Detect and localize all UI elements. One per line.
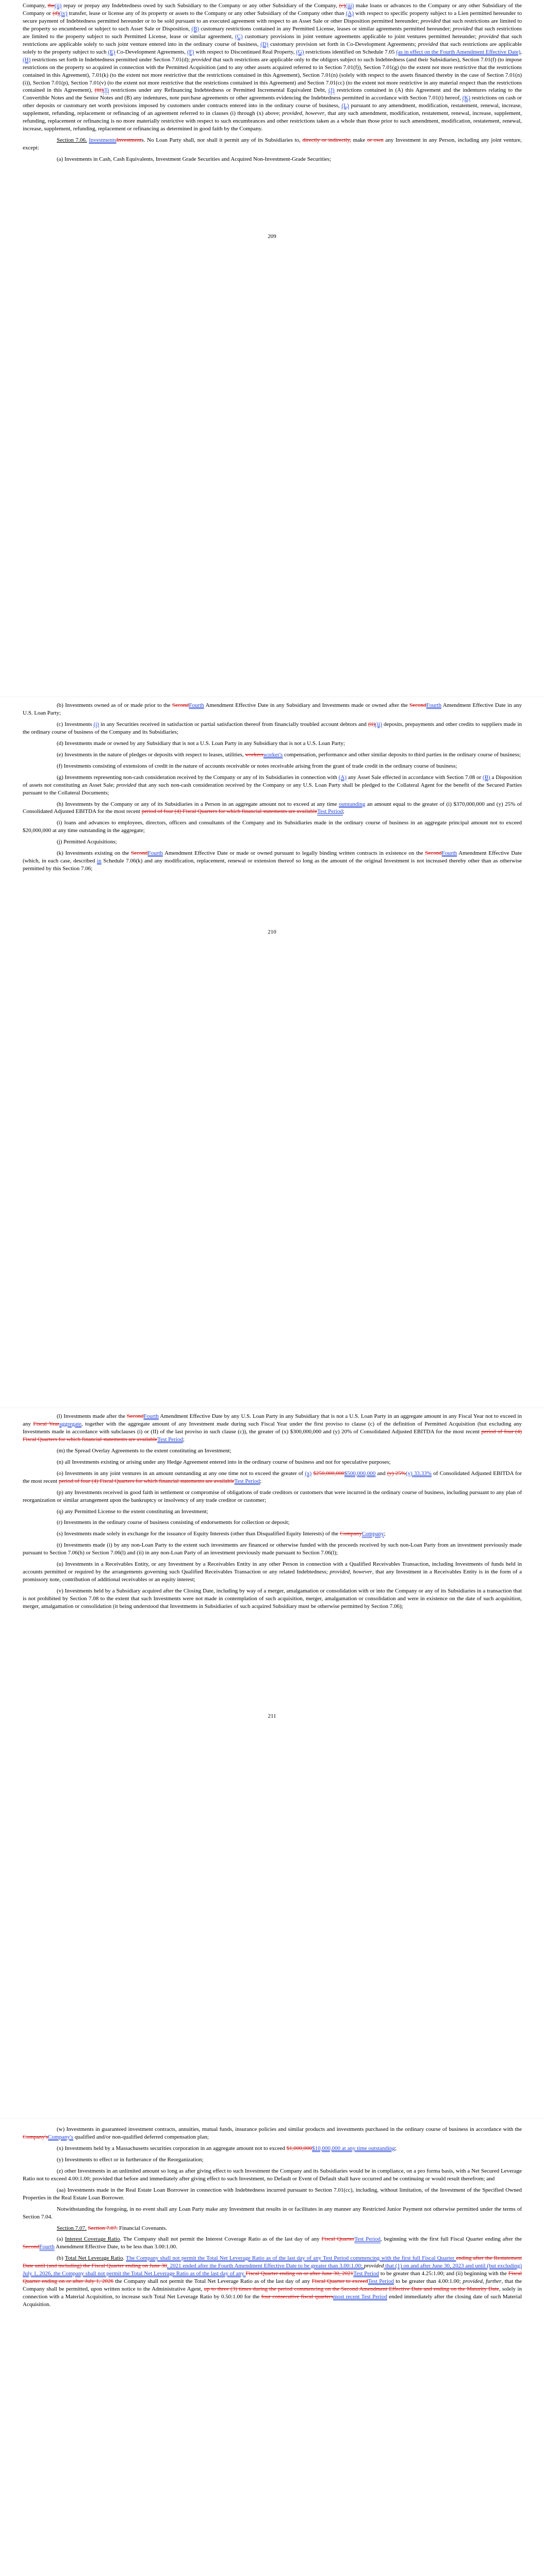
inserted-text: (i): [93, 721, 99, 727]
text-run: customary provisions in joint venture agreements applicable to joint ventures permitted hereunder;: [242, 33, 479, 40]
deleted-text: Investment: [116, 137, 142, 144]
text-run: any Investment in any Person, including any joint venture, except:: [23, 137, 522, 151]
text-run: pursuant to any amendment, modification, restatement, renewal, increase, supplement, refunding, replacement or refinancing of an agreement referred to in clauses (i) through (x) above;: [23, 103, 522, 117]
inserted-text: in: [97, 858, 102, 865]
clause-i: (i) loans and advances to employees, directors, officers and consultants of the Company and its Subsidiaries made in the ordinary course of business in an aggregate principal amount not to exceed $20,000,000 at any time outstanding in the aggregate;: [23, 820, 522, 834]
inserted-text: most recent Test Period: [333, 2294, 387, 2300]
text-run: , beginning with the first full Fiscal Quarter ending after the: [380, 2236, 522, 2243]
inserted-text: Test Period: [353, 2270, 380, 2277]
text-run: ;: [342, 808, 344, 815]
text-run: (b): [57, 2255, 65, 2262]
text-run: Amendment Effective Date or made or owned pursuant to legally binding written contracts in existence on the: [162, 850, 425, 857]
deleted-text: Fiscal Quarter ending on or after July 1, 2026: [23, 2270, 522, 2285]
inserted-text: , 2021 ended after the Fourth Amendment Effective Date to be greater than 3.00:1.00;: [167, 2263, 364, 2269]
clause-x: [23, 2145, 522, 2153]
text-run: to be greater than 4.25:1.00; and (ii) beginning with the: [379, 2270, 508, 2277]
inserted-text: (y) 33.33%: [405, 1470, 432, 1477]
text-run: qualified and/or non-qualified deferred compensation plan;: [73, 2133, 209, 2140]
text-run: (o) Investments in any joint ventures in an amount outstanding at any one time not to exceed the greater of: [57, 1470, 305, 1477]
inserted-text: (B): [483, 774, 490, 781]
text-run: with respect to specific property subject to a Lien permitted hereunder to secure payment of Indebtedness permitted hereunder or to be sold pursuant to an executed agreement with respect to an Asset Sale or other Disposition permitted hereunder;: [23, 10, 522, 24]
inserted-text: Company: [361, 1531, 384, 1537]
inserted-text: (ii): [54, 3, 62, 9]
section-7-06-heading: [23, 137, 522, 152]
italic-term: provided, however: [329, 1569, 372, 1575]
page-210: [0, 702, 544, 1402]
deleted-text: workers: [245, 751, 263, 758]
text-run: customary provision set forth in Co-Development Agreements;: [268, 41, 418, 47]
text-run: an amount equal to the greater of (i) $370,000,000 and (y) 25% of Consolidated Adjusted EBITDA for the most recent: [23, 801, 522, 815]
text-run: the Company shall not permit the Total Net Leverage Ratio as of the last day of any: [113, 2278, 312, 2285]
inserted-text: (iii): [345, 3, 354, 9]
text-run: that such restrictions are limited to the property so encumbered or subject to such Asset Sale or Disposition,: [23, 18, 522, 32]
text-run: any Asset Sale effected in accordance with Section 7.08 or: [347, 774, 483, 781]
inserted-text: (B): [191, 25, 200, 32]
italic-term: provided: [420, 18, 441, 24]
text-run: (u) Investments in a Receivables Entity, or any Investment by a Receivables Entity in any other Person in connection with a Qualified Receivables Transaction, including Investments of funds held in accounts permitted or required by the arrangements governing such Qualified Receivables Transaction or any related Indebtedness;: [23, 1561, 522, 1575]
inserted-text: Test Period: [317, 808, 343, 815]
italic-term: provided: [463, 2278, 483, 2285]
text-run: that such restrictions are limited to the property subject to such Permitted License, lease or similar agreement,: [23, 25, 522, 40]
section-caption: Interest Coverage Ratio: [65, 2236, 120, 2243]
clause-l: [23, 1413, 522, 1444]
deleted-text: $1,000,000: [286, 2145, 312, 2151]
text-run: that such restrictions are applicable solely to the property subject to such: [23, 41, 522, 55]
deleted-text: Fiscal Quarter: [321, 2236, 355, 2243]
text-run: deposits, prepayments and other credits to suppliers made in the ordinary course of business of the Company and its Subsidiaries;: [23, 721, 522, 735]
deleted-text: $250,000,000: [313, 1470, 344, 1477]
inserted-text: (A): [345, 10, 354, 16]
text-run: (k) Investments existing on the: [57, 850, 131, 857]
text-run: (a): [57, 2236, 65, 2243]
text-run: Company,: [23, 3, 48, 9]
inserted-text: (I): [103, 87, 109, 94]
deleted-text: up to three (3) times during the period commencing on the Second Amendment Effective Date and ending on the Maturity Date: [204, 2286, 499, 2293]
text-run: ;: [384, 1531, 386, 1537]
clause-d: (d) Investments made or owned by any Subsidiary that is not a U.S. Loan Party in any Subsidiary that is not a U.S. Loan Party;: [57, 740, 345, 747]
inserted-text: (E): [108, 48, 116, 55]
text-run: Amendment Effective Date in any Subsidiary and Investments made or owned after the: [204, 702, 410, 708]
deleted-text: Company's: [23, 2133, 48, 2140]
text-run: restrictions identified on Schedule 7.05: [304, 48, 397, 55]
text-run: (b) Investments owned as of or made prior to the: [57, 702, 172, 708]
text-run: compensation, performance and other similar deposits to third parties in the ordinary course of business;: [283, 751, 521, 758]
inserted-text: (A): [338, 774, 347, 781]
inserted-text: Fourth: [426, 702, 441, 708]
inserted-text: $10,000,000 at any time outstanding: [312, 2145, 395, 2151]
text-run: ;: [260, 1478, 262, 1484]
text-run: ended immediately after the closing date of such Material Acquisition.: [23, 2294, 522, 2308]
inserted-text: Test Period: [368, 2278, 394, 2285]
notwithstanding-paragraph: Notwithstanding the foregoing, in no event shall any Loan Party make any Investment that results in or facilitates in any manner any Restricted Junior Payment not otherwise permitted under the terms of Section 7.04.: [23, 2206, 522, 2220]
deleted-text: Fiscal Quarter ending on or after June 30, 2021: [245, 2270, 354, 2277]
inserted-text: Fourth: [189, 702, 204, 708]
italic-term: provided: [116, 782, 137, 788]
deleted-text: (iii): [94, 87, 104, 94]
deleted-text: four consecutive fiscal quarters: [261, 2294, 333, 2300]
page-211-body: [23, 1413, 522, 1614]
text-run: that such restrictions are applicable solely to such joint venture entered into in the ordinary course of business,: [23, 33, 522, 47]
deleted-text: (d): [52, 10, 59, 16]
clause-k: [23, 850, 522, 873]
text-run: a Disposition of assets not constituting an Asset Sale;: [23, 774, 522, 788]
text-run: that such restrictions are applicable only to the obligors subject to such Indebtedness (and their Subsidiaries), Section 7.01(f) (to impose restrictions on the property so acquired in connection with the Permitted Acquisition (and to any other assets acquired referred to in Section 7.01(f)), Section 7.01(g) (to the extent not more restrictive that the restrictions contained in this Agreement), 7.01(k) (to the extent not more restrictive that the restrictions contained in this Agreement), Section 7.01(n) (solely with respect to the assets financed thereby in the case of Section 7.01(n)(i)), Section 7.01(p), Section 7.01(v) (to the extent not more restrictive that the restrictions contained in this Agreement) and Section 7.01(cc) (to the extent not more restrictive in any material respect than the restrictions contained in this Agreement),: [23, 56, 522, 94]
inserted-text: Fourth: [147, 850, 163, 857]
text-run: restrictions set forth in Indebtedness permitted under Section 7.01(d);: [30, 56, 192, 63]
inserted-text: as of the last day of any: [264, 2255, 323, 2262]
deleted-text: (c): [339, 3, 345, 9]
clause-c: [23, 721, 522, 736]
text-run: (w) Investments in guaranteed investment contracts, annuities, mutual funds, insurance policies and similar products and investments purchased in the ordinary course of business in accordance with the: [57, 2126, 522, 2132]
inserted-text: Fourth: [441, 850, 457, 857]
text-run: in any Securities received in satisfaction or partial satisfaction thereof from financially troubled account debtors and: [98, 721, 368, 727]
inserted-text: (as in effect on the Fourth Amendment Effective Date): [396, 48, 521, 55]
clause-aa: (aa) Investments made in the Real Estate Loan Borrower in connection with Indebtedness incurred pursuant to Section 7.01(cc), including, without limitation, of the Investment of the Specified Owned Properties in the Real Estate Loan Borrower.: [23, 2187, 522, 2201]
inserted-text: Fourth: [39, 2244, 55, 2250]
inserted-text: (G): [296, 48, 304, 55]
text-run: restrictions contained in (A) this Agreement and the indentures relating to the Convertible Notes and the Senior Notes and (B) any indentures, note purchase agreements or other agreements evidencing the Indebtedness permitted in accordance with Section 7.01(t) hereof,: [23, 87, 522, 101]
clause-s: [23, 1530, 522, 1538]
inserted-text: Fourth: [143, 1413, 159, 1419]
clause-q: (q) any Permitted License to the extent constituting an Investment;: [57, 1508, 208, 1515]
clause-n: (n) all Investments existing or arising under any Hedge Agreement entered into in the ordinary course of business and not for speculative purposes;: [57, 1459, 391, 1465]
inserted-text: The Company shall not permit the Total Net Leverage Ratio: [126, 2255, 265, 2262]
page-210-body: [23, 702, 522, 876]
text-run: ,: [520, 48, 522, 55]
text-run: (c) Investments: [57, 721, 94, 727]
deleted-text: Second: [23, 2244, 40, 2250]
deleted-text: Company: [339, 1531, 362, 1537]
clause-g: [23, 774, 522, 797]
negative-pledge-paragraph: [23, 2, 522, 133]
deleted-text: directly or indirectly,: [302, 137, 351, 144]
inserted-text: outstanding: [339, 801, 366, 807]
text-run: (g) Investments representing non-cash consideration received by the Company or any of its Subsidiaries in connection with: [57, 774, 339, 781]
text-run: (h) Investments by the Company or any of its Subsidiaries in a Person in an aggregate amount not to exceed at any time: [57, 801, 339, 807]
inserted-text: (ii): [375, 721, 382, 727]
clause-h: [23, 801, 522, 816]
deleted-text: Fiscal Quarter to exceed: [311, 2278, 368, 2285]
italic-term: provided, however: [282, 110, 325, 117]
inserted-text: (D): [260, 41, 269, 47]
text-run: ,: [482, 2278, 486, 2285]
inserted-text: (x): [305, 1470, 312, 1477]
inserted-text: Investments: [89, 137, 117, 144]
total-net-leverage-ratio-clause: [23, 2255, 522, 2309]
clause-z: (z) other Investments in an unlimited amount so long as after giving effect to such Investment the Company and its Subsidiaries would be in compliance, on a pro forma basis, with a Net Secured Leverage Ratio not to exceed 4.00:1.00; provided that before and immediately after giving effect to such Investment, no Default or Event of Default shall have occurred and be continuing or would result therefrom; and: [23, 2167, 522, 2182]
page-number: 211: [268, 1713, 276, 1719]
inserted-text: (C): [235, 33, 243, 40]
text-run: make loans or advances to the Company or any other Subsidiary of the Company or: [23, 3, 522, 16]
inserted-text: that (1) on and after June 30, 2023 and until (but excluding) July 1, 2026, the Company shall not permit the Total Net Leverage Ratio as of the last day of any: [23, 2263, 522, 2277]
deleted-text: period of four (4) Fiscal Quarters for which financial statements are available: [23, 1428, 522, 1443]
text-run: s. No Loan Party shall, nor shall it permit any of its Subsidiaries to,: [141, 137, 303, 144]
deleted-text: the: [47, 3, 55, 9]
italic-term: provided: [191, 56, 211, 63]
page-211: [0, 1413, 544, 2113]
text-run: Amendment Effective Date by any U.S. Loan Party in any Subsidiary that is not a U.S. Loan Party in an aggregate amount in any Fiscal Year not to exceed in any: [23, 1413, 522, 1427]
clause-o: [23, 1470, 522, 1485]
inserted-text: Test Period: [323, 2255, 349, 2262]
text-run: and: [375, 1470, 387, 1477]
text-run: (l) Investments made after the: [57, 1413, 127, 1419]
inserted-text: Test Period: [157, 1436, 183, 1443]
page-number: 210: [268, 929, 276, 935]
text-run: Schedule 7.06(k) and any modification, replacement, renewal or extension thereof so long as the amount of the original Investment is not increased thereby other than as otherwise permitted by this Section 7.06;: [23, 858, 522, 872]
text-run: Amendment Effective Date, to be less than 3.00:1.00.: [54, 2244, 177, 2250]
clause-t: (t) Investments made (i) by any non-Loan Party to the extent such investments are financed or otherwise funded with the proceeds received by such non-Loan Party from an investment previously made pursuant to Section 7.06(h) or Section 7.06(l) and (ii) in any non-Loan Party of an investment previously made pursuant to Section 7.06(l);: [23, 1542, 522, 1556]
inserted-text: (K): [462, 95, 470, 101]
inserted-text: worker's: [263, 751, 283, 758]
text-run: . The Company shall not permit the Interest Coverage Ratio as of the last day of any: [120, 2236, 322, 2243]
clause-u: [23, 1561, 522, 1584]
text-run: Co-Development Agreements,: [115, 48, 187, 55]
text-run: (s) Investments made solely in exchange for the issuance of Equity Interests (other than Disqualified Equity Interests) of the: [57, 1531, 340, 1537]
inserted-text: (H): [23, 56, 31, 63]
clause-m: (m) the Spread Overlay Agreements to the extent constituting an Investment;: [57, 1447, 232, 1454]
inserted-text: (iv): [59, 10, 68, 16]
clause-r: (r) Investments in the ordinary course of business consisting of endorsements for collection or deposit;: [57, 1519, 290, 1526]
clause-y: (y) Investments to effect or in furtherance of the Reorganization;: [57, 2156, 204, 2163]
text-run: make: [351, 137, 367, 144]
deleted-text: ending after the Restatement Date until (and including) the Fiscal Quarter ending on June 30: [23, 2255, 522, 2269]
text-run: .: [123, 2255, 126, 2262]
italic-term: further: [486, 2278, 502, 2285]
text-run: restrictions under any Refinancing Indebtedness or Permitted Incremental Equivalent Debt,: [109, 87, 328, 94]
inserted-text: $500,000,000: [344, 1470, 376, 1477]
clause-p: (p) any Investments received in good faith in settlement or compromise of obligations of trade creditors or customers that were incurred in the ordinary course of business, including pursuant to any plan of reorganization or similar arrangement upon the bankruptcy or insolvency of any trade creditor or customer;: [23, 1489, 522, 1503]
deleted-text: Second: [425, 850, 442, 857]
inserted-text: commencing with the first full Fiscal Quarter: [349, 2255, 456, 2262]
clause-j: (j) Permitted Acquisitions;: [57, 839, 117, 845]
italic-term: provided: [453, 25, 473, 32]
deleted-text: period of four (4) Fiscal Quarters for which financial statements are available: [58, 1478, 235, 1484]
clause-f: (f) Investments consisting of extensions of credit in the nature of accounts receivable or notes receivable arising from the grant of trade credit in the ordinary course of business;: [57, 762, 457, 769]
section-caption: Section 7.07.: [57, 2225, 87, 2231]
section-caption: Total Net Leverage Ratio: [64, 2255, 123, 2262]
clause-e: [23, 751, 522, 759]
text-run: Amendment Effective Date in any U.S. Loan Party;: [23, 702, 522, 716]
text-run: , that any such amendment, modification, restatement, renewal, increase, supplement, refunding, replacement or refinancing is no more materially restrictive with respect to such encumbrances and other restrictions taken as a whole than those prior to such amendment, modification, restatement, renewal, increase, supplement, refunding, replacement or refinancing as determined in good faith by the Company.: [23, 110, 522, 132]
text-run: of Consolidated Adjusted EBITDA for the most recent: [23, 1470, 522, 1484]
section-7-07-heading: [23, 2225, 522, 2232]
deleted-text: Second: [409, 702, 426, 708]
text-run: customary restrictions contained in any Permitted License, leases or similar agreements permitted hereunder;: [199, 25, 453, 32]
page-209: [0, 0, 544, 690]
deleted-text: or own: [367, 137, 384, 144]
deleted-text: (y) 25%: [387, 1470, 406, 1477]
text-run: to be greater than 4.00:1.00;: [393, 2278, 463, 2285]
section-caption: Section 7.06.: [57, 137, 87, 144]
text-run: ;: [183, 1436, 185, 1443]
text-run: (x) Investments held by a Massachusetts securities corporation in an aggregate amount not to exceed: [57, 2145, 287, 2151]
inserted-text: Test Period: [354, 2236, 381, 2243]
italic-term: provided: [479, 33, 499, 40]
text-run: , together with the aggregate amount of any Investment made during such Fiscal Year under the first proviso to clause (c) of the definition of Permitted Acquisition (but excluding any Investments made in accordance with subclauses (i) or (II) of the last proviso in such clause (c)), the greater of (x) $300,000,000 and (y) 20% of Consolidated Adjusted EBITDA for the most recent: [23, 1420, 522, 1435]
deleted-text: Fiscal Year: [33, 1420, 60, 1427]
inserted-text: (F): [187, 48, 194, 55]
text-run: that any such non-cash consideration received by the Company or any U.S. Loan Party shall be pledged to the Collateral Agent for the benefit of the Secured Parties pursuant to the Collateral Documents;: [23, 782, 522, 796]
inserted-text: Test Period: [234, 1478, 260, 1484]
interest-coverage-ratio-clause: [23, 2235, 522, 2251]
deleted-text: period of four (4) Fiscal Quarters for which financial statements are available: [141, 808, 318, 815]
text-run: , solely in connection with a Material Acquisition, to increase such Total Net Leverage Ratio by 0.50:1.00 for the: [23, 2286, 522, 2300]
text-run: , that any Investment in a Receivables Entity is in the form of a promissory note, contribution of additional receivables or an equity interest;: [23, 1569, 522, 1583]
page-number: 209: [268, 233, 276, 240]
clause-w: [23, 2126, 522, 2141]
inserted-text: (J): [328, 87, 335, 94]
text-run: transfer, lease or license any of its property or assets to the Company or any other Subsidiary of the Company other than: [67, 10, 346, 16]
inserted-text: Company's: [48, 2133, 74, 2140]
page-212: [0, 2124, 544, 2576]
deleted-text: (ii): [368, 721, 375, 727]
clause-a-cash-investments: (a) Investments in Cash, Cash Equivalents, Investment Grade Securities and Acquired Non-Investment-Grade Securities;: [57, 156, 332, 163]
clause-v: (v) Investments held by a Subsidiary acquired after the Closing Date, including by way of a merger, amalgamation or consolidation with or into the Company or any of its Subsidiaries in a transaction that is not prohibited by Section 7.08 to the extent that such Investments were not made in contemplation of such acquisition, merger, amalgamation or consolidation and were in existence on the date of such acquisition, merger, amalgamation or consolidation (it being understood that Investments in Subsidiaries of such acquired Subsidiary must be otherwise permitted by Section 7.06);: [23, 1588, 522, 1610]
clause-b: [23, 702, 522, 717]
text-run: (e) Investments in the nature of pledges or deposits with respect to leases, utilities,: [57, 751, 245, 758]
italic-term: provided: [418, 41, 438, 47]
text-run: Amendment Effective Date (which, in each case, described: [23, 850, 522, 865]
text-run: Financial Covenants.: [118, 2225, 167, 2231]
page-209-body: [23, 2, 522, 167]
page-212-body: [23, 2126, 522, 2312]
text-run: , that the Company shall be permitted, upon written notice to the Administrative Agent,: [23, 2278, 522, 2293]
text-run: ;: [394, 2145, 397, 2151]
italic-term: provided: [364, 2263, 384, 2269]
inserted-text: aggregate: [59, 1420, 81, 1427]
deleted-text: Second: [172, 702, 189, 708]
text-run: with respect to Discontinued Real Property,: [194, 48, 296, 55]
text-run: repay or prepay any Indebtedness owed by such Subsidiary to the Company or any other Subsidiary of the Company,: [61, 3, 339, 9]
text-run: restrictions on cash or other deposits or customary net worth provisions imposed by customers under contracts entered into in the ordinary course of business,: [23, 95, 522, 109]
deleted-text: Second: [131, 850, 148, 857]
deleted-text: Second: [127, 1413, 144, 1419]
inserted-text: (L): [341, 103, 349, 109]
deleted-text: Section 7.07.: [88, 2225, 118, 2231]
